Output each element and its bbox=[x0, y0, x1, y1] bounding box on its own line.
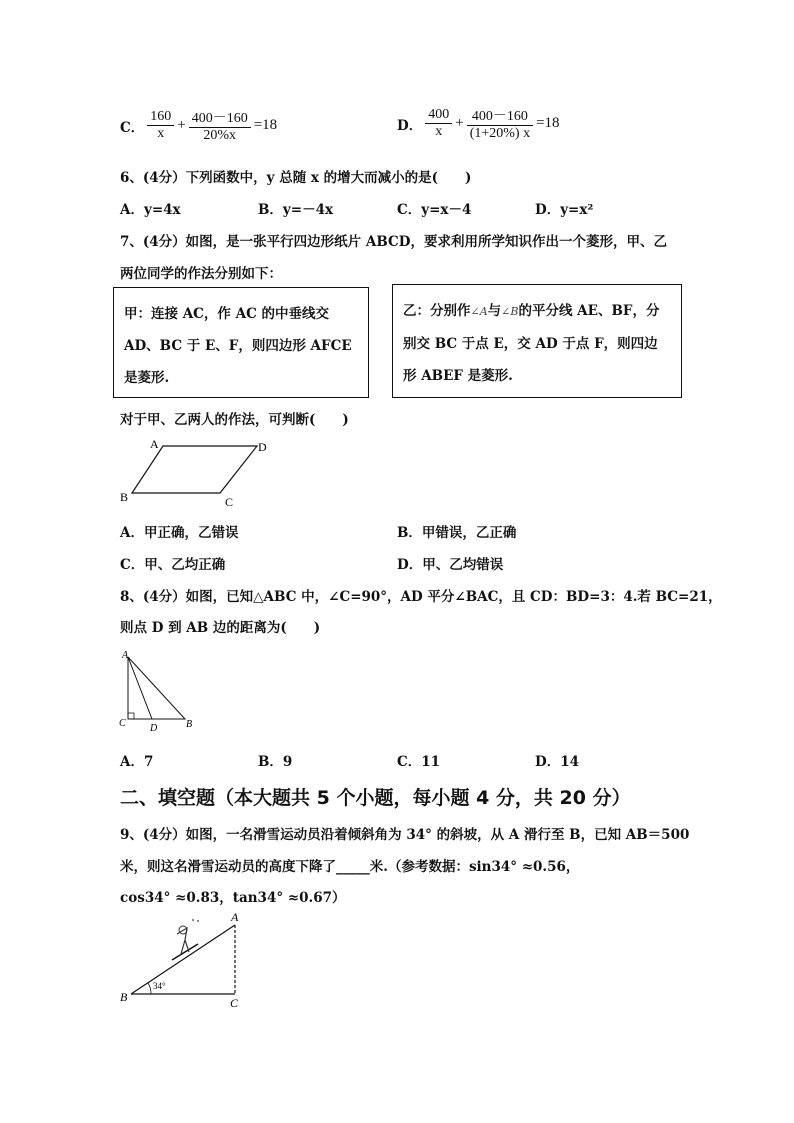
q7-judge: 对于甲、乙两人的作法，可判断( ) bbox=[120, 412, 349, 428]
label-b: B bbox=[120, 990, 128, 1004]
q9-stem-line3: cos34° ≈0.83，tan34° ≈0.67） bbox=[120, 890, 346, 906]
q5-d-plus: + bbox=[455, 115, 464, 131]
q8-stem-line2: 则点 D 到 AB 边的距离为( ) bbox=[120, 620, 321, 636]
q5-d-frac1-den: x bbox=[425, 123, 452, 140]
q6-option-b[interactable]: B．y=－4x bbox=[258, 202, 334, 218]
angle-arc bbox=[148, 983, 151, 994]
bisector-ad bbox=[128, 657, 152, 719]
q5-c-fraction-1 bbox=[147, 109, 174, 142]
label-a: A bbox=[150, 437, 159, 451]
q5-c-frac1-num: 160 bbox=[150, 109, 172, 124]
q5-option-d-label: D． bbox=[397, 117, 423, 134]
q5-d-equals: =18 bbox=[536, 115, 560, 131]
q5-c-plus: + bbox=[177, 117, 186, 133]
section-2-title: 二、填空题（本大题共 5 个小题，每小题 4 分，共 20 分） bbox=[120, 787, 631, 809]
q7-option-b[interactable]: B．甲错误，乙正确 bbox=[397, 525, 517, 541]
label-c: C bbox=[119, 718, 126, 729]
q5-d-frac2-num: 400－160 bbox=[471, 109, 528, 124]
q7-option-a[interactable]: A．甲正确，乙错误 bbox=[120, 525, 239, 541]
q6-option-d[interactable]: D．y=x² bbox=[535, 202, 594, 218]
q9-stem-line2: 米，则这名滑雪运动员的高度下降了_____米.（参考数据：sin34° ≈0.56， bbox=[120, 859, 580, 875]
q7-yi-angle-b: ∠B bbox=[501, 305, 519, 318]
skier-icon bbox=[172, 919, 199, 960]
q8-option-c[interactable]: C．11 bbox=[397, 754, 441, 770]
q5-d-frac1-num: 400 bbox=[428, 107, 450, 122]
q5-d-frac2-den: (1+20%) x bbox=[467, 125, 533, 142]
q5-d-fraction-1 bbox=[425, 107, 452, 140]
q5-option-c bbox=[120, 107, 277, 144]
q5-c-frac1-den: x bbox=[147, 125, 174, 142]
q8-triangle-figure bbox=[115, 647, 200, 737]
q8-option-b[interactable]: B．9 bbox=[258, 754, 293, 770]
q7-stem-line2: 两位同学的作法分别如下： bbox=[120, 266, 282, 282]
q7-yi-angle-a: ∠A bbox=[470, 305, 488, 318]
q5-c-fraction-2 bbox=[189, 107, 251, 144]
q9-stem-line1: 9、(4分）如图，一名滑雪运动员沿着倾斜角为 34° 的斜坡，从 A 滑行至 B，已知 AB＝500 bbox=[120, 827, 690, 843]
q7-parallelogram-figure bbox=[112, 432, 282, 512]
q8-option-a[interactable]: A．7 bbox=[120, 754, 154, 770]
q5-c-frac2-den: 20%x bbox=[189, 127, 251, 144]
q7-yi-pre: 乙：分别作 bbox=[403, 303, 471, 319]
label-c: C bbox=[225, 495, 234, 509]
label-a: A bbox=[231, 910, 239, 924]
parallelogram-abcd bbox=[132, 446, 257, 493]
q7-option-d[interactable]: D．甲、乙均错误 bbox=[397, 557, 504, 573]
label-a: A bbox=[122, 650, 129, 661]
q6-option-a[interactable]: A．y=4x bbox=[120, 202, 181, 218]
q5-c-equals: =18 bbox=[253, 117, 278, 133]
label-c: C bbox=[230, 996, 239, 1010]
q5-c-frac2-num: 400－160 bbox=[191, 111, 248, 126]
label-angle: 34° bbox=[153, 981, 166, 991]
label-b: B bbox=[120, 490, 129, 504]
q5-option-d bbox=[397, 105, 560, 142]
q7-box-yi bbox=[392, 284, 682, 398]
q7-yi-mid: 与 bbox=[487, 303, 502, 319]
q8-stem-line1: 8、(4分）如图，已知△ABC 中，∠C=90°，AD 平分∠BAC，且 CD：BD=3：4.若 BC=21， bbox=[120, 589, 722, 605]
q6-stem: 6、(4分）下列函数中，y 总随 x 的增大而减小的是( ) bbox=[120, 170, 472, 186]
q6-option-c[interactable]: C．y=x－4 bbox=[397, 202, 472, 218]
q7-stem-line1: 7、(4分）如图，是一张平行四边形纸片 ABCD，要求利用所学知识作出一个菱形，甲、乙 bbox=[120, 234, 667, 250]
q7-yi-post: 的平分线 AE、BF，分别交 BC 于点 E，交 AD 于点 F，则四边形 ABEF 是菱形. bbox=[403, 303, 660, 384]
label-d: D bbox=[150, 723, 158, 734]
triangle-abc bbox=[128, 657, 185, 719]
slope-ab bbox=[131, 925, 235, 994]
q7-box-jia: 甲：连接 AC，作 AC 的中垂线交 AD、BC 于 E、F，则四边形 AFCE 是菱形. bbox=[113, 287, 369, 398]
label-d: D bbox=[258, 440, 267, 454]
label-b: B bbox=[186, 719, 193, 730]
q9-slope-figure bbox=[115, 908, 255, 1013]
right-angle-mark bbox=[128, 713, 134, 719]
q5-d-fraction-2 bbox=[467, 105, 533, 142]
q7-option-c[interactable]: C．甲、乙均正确 bbox=[120, 557, 226, 573]
q5-option-c-label: C． bbox=[120, 119, 145, 136]
q8-option-d[interactable]: D．14 bbox=[535, 754, 579, 770]
